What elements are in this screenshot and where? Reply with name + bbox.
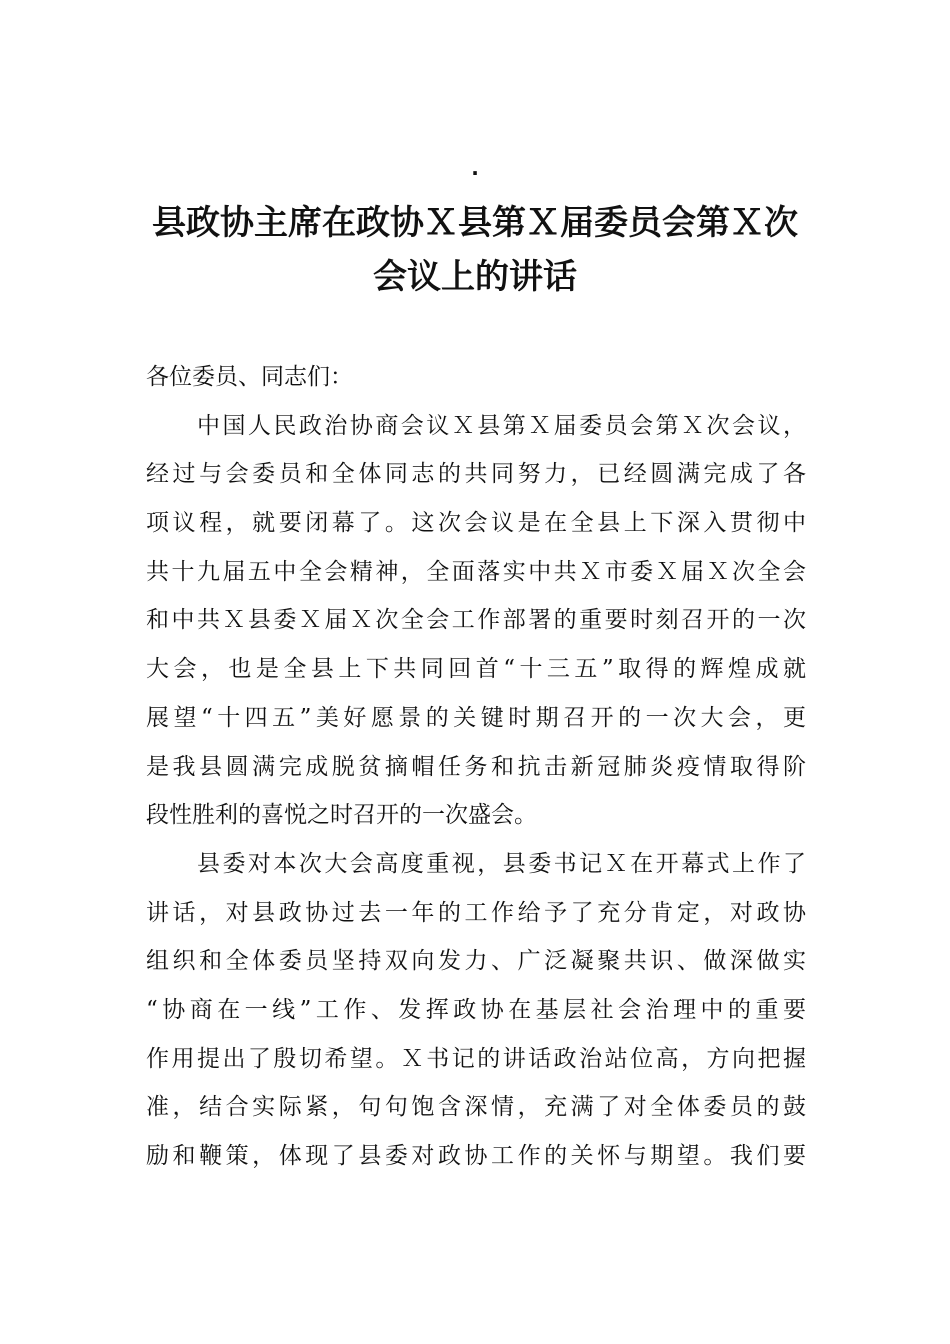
body-line: 准，结合实际紧，句句饱含深情，充满了对全体委员的鼓 [146, 1094, 806, 1121]
speech-body [146, 353, 806, 1181]
body-line: “协商在一线”工作、发挥政协在基层社会治理中的重要 [146, 996, 806, 1023]
header-dot: . [471, 156, 479, 180]
body-line: 经过与会委员和全体同志的共同努力，已经圆满完成了各 [146, 461, 806, 488]
body-line: 共十九届五中全会精神，全面落实中共Ｘ市委Ｘ届Ｘ次全会 [146, 558, 806, 585]
body-line: 组织和全体委员坚持双向发力、广泛凝聚共识、做深做实 [146, 948, 806, 975]
body-line: 励和鞭策，体现了县委对政协工作的关怀与期望。我们要 [146, 1143, 806, 1169]
body-line: 是我县圆满完成脱贫摘帽任务和抗击新冠肺炎疫情取得阶 [146, 753, 806, 780]
salutation: 各位委员、同志们： [146, 364, 353, 390]
title-line-2: 会议上的讲话 [373, 257, 577, 297]
body-line: 中国人民政治协商会议Ｘ县第Ｘ届委员会第Ｘ次会议， [146, 412, 806, 439]
body-line: 县委对本次大会高度重视，县委书记Ｘ在开幕式上作了 [146, 850, 806, 877]
document-title [120, 196, 830, 304]
body-line: 大会，也是全县上下共同回首“十三五”取得的辉煌成就 [146, 656, 806, 683]
body-line: 和中共Ｘ县委Ｘ届Ｘ次全会工作部署的重要时刻召开的一次 [146, 607, 806, 634]
body-line: 段性胜利的喜悦之时召开的一次盛会。 [146, 802, 537, 829]
body-line: 讲话，对县政协过去一年的工作给予了充分肯定，对政协 [146, 899, 806, 926]
body-line: 项议程，就要闭幕了。这次会议是在全县上下深入贯彻中 [146, 510, 806, 537]
body-line: 作用提出了殷切希望。Ｘ书记的讲话政治站位高，方向把握 [146, 1045, 806, 1072]
body-line: 展望“十四五”美好愿景的关键时期召开的一次大会，更 [146, 704, 806, 731]
title-line-1: 县政协主席在政协Ｘ县第Ｘ届委员会第Ｘ次 [152, 203, 798, 243]
